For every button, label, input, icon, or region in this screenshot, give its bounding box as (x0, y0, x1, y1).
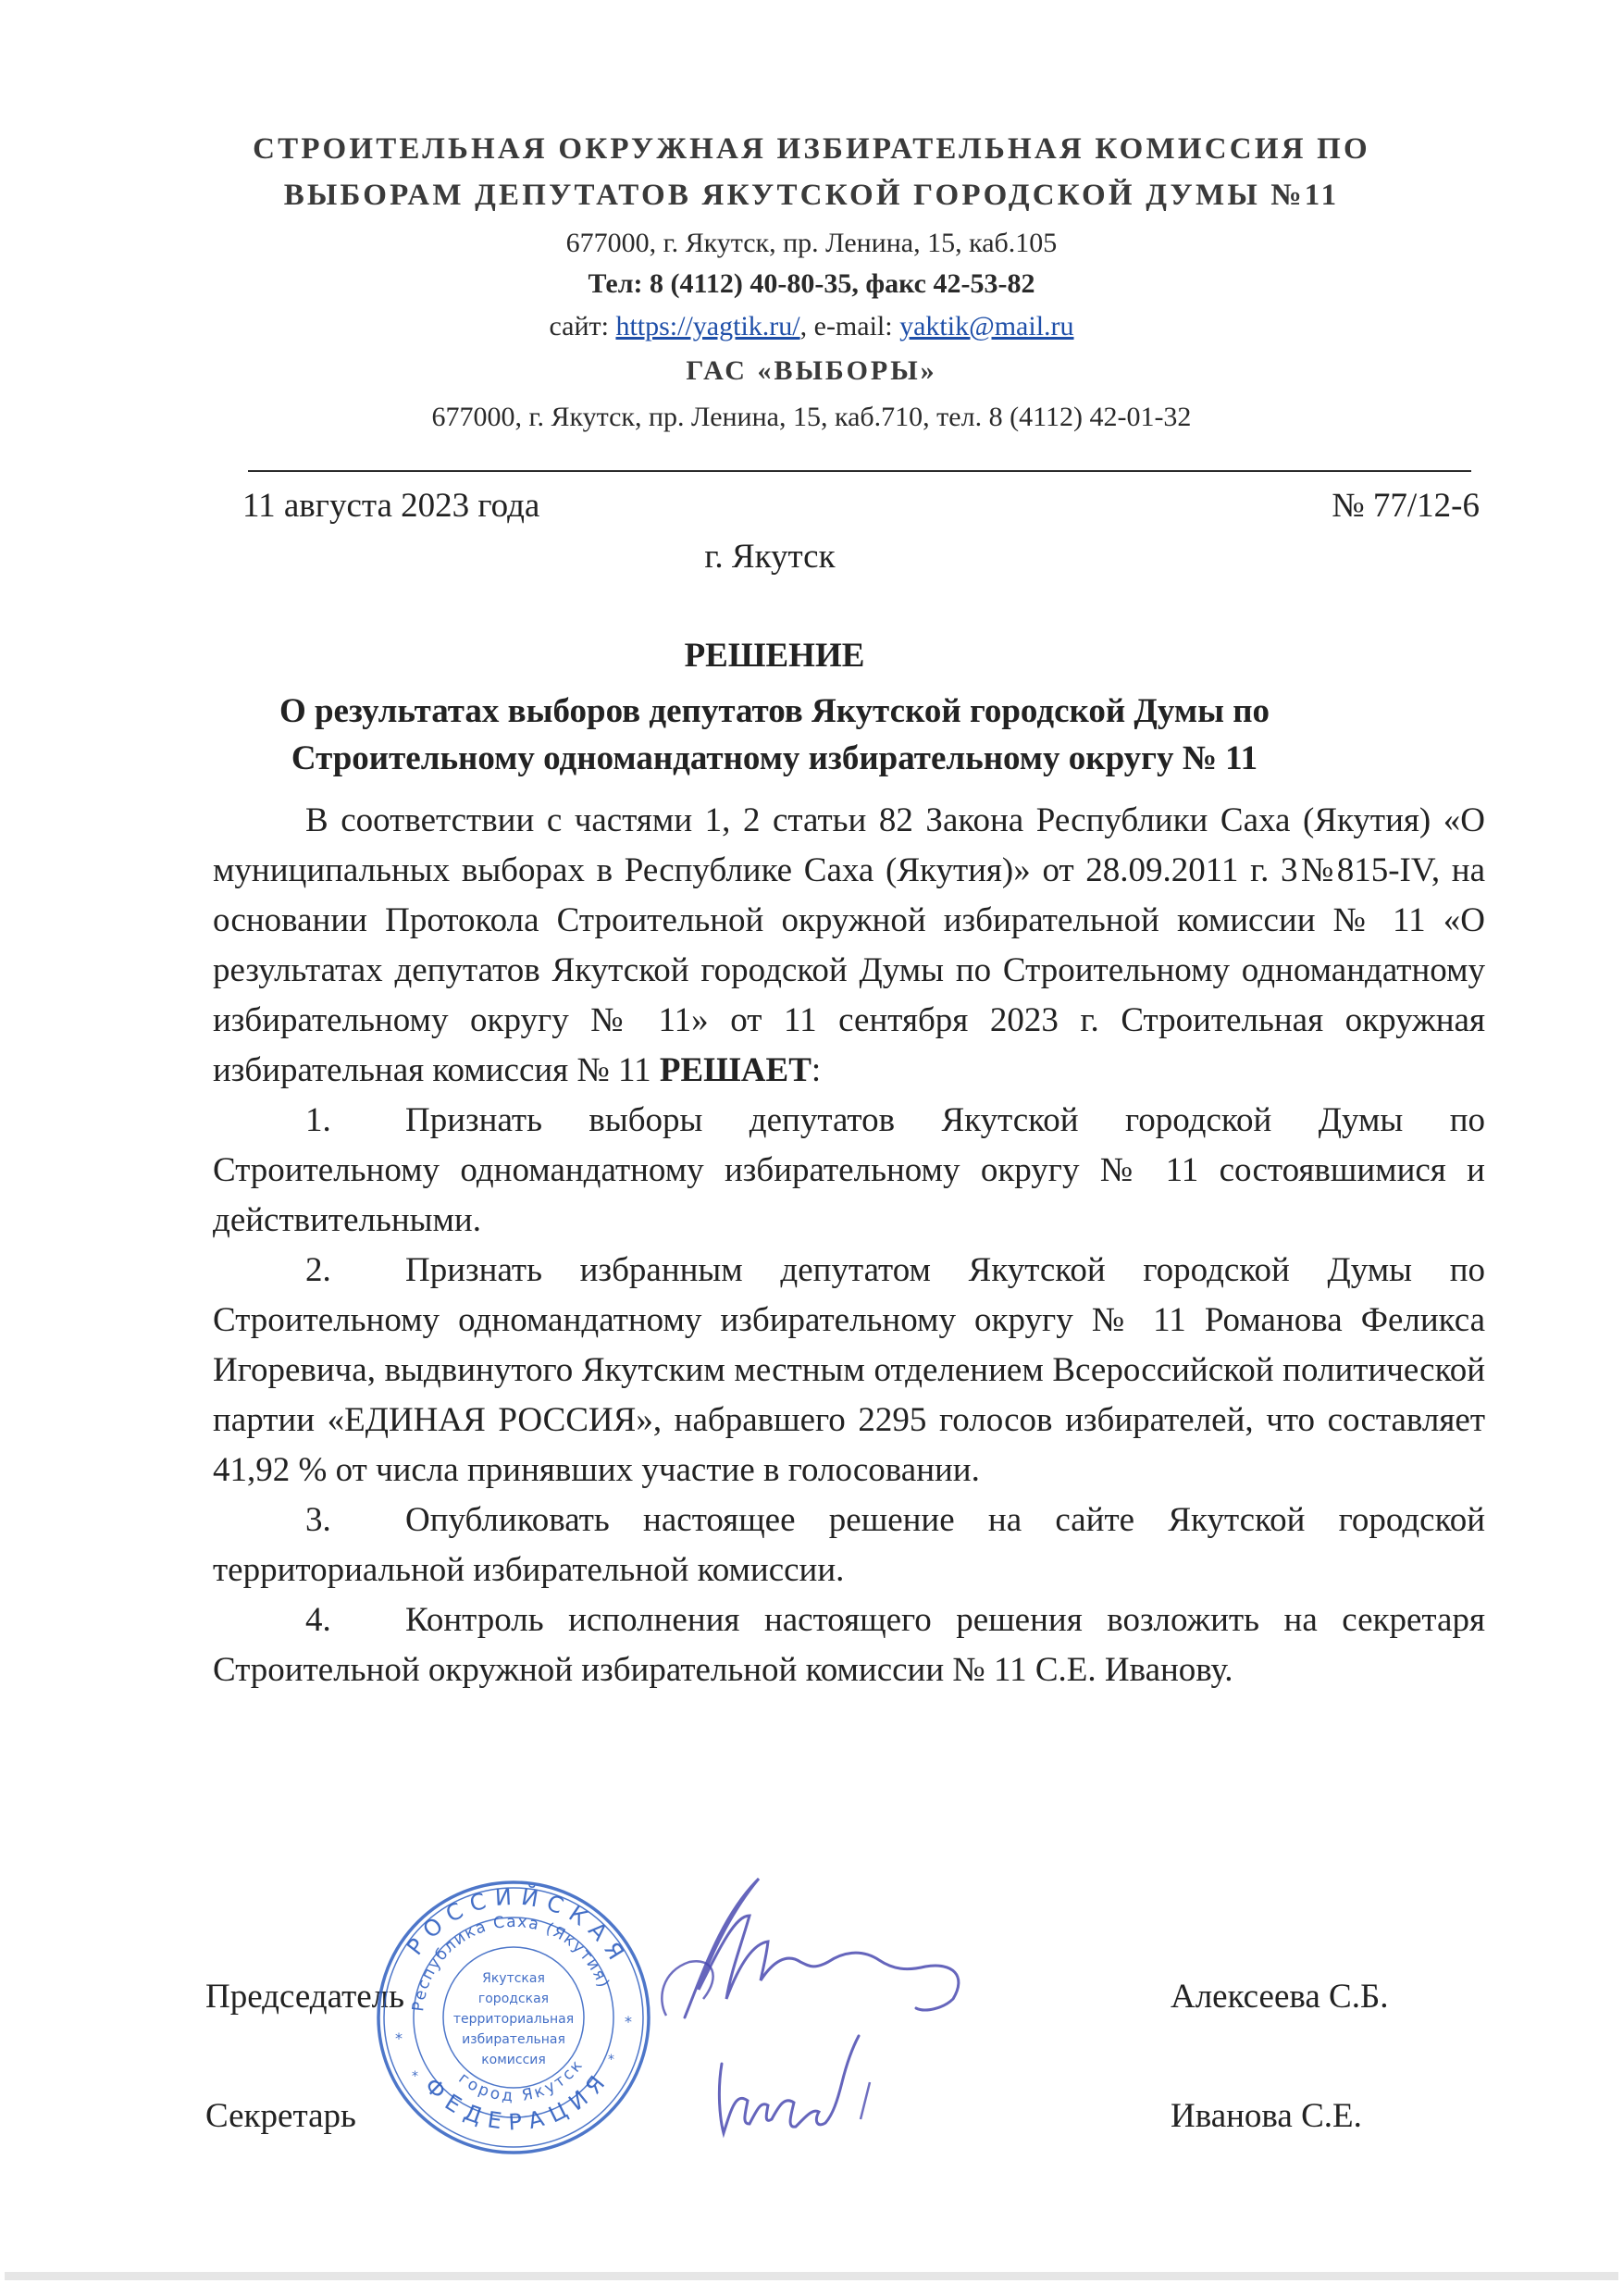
svg-text:*: * (412, 2069, 418, 2084)
item-number: 2. (305, 1251, 331, 1289)
item-number: 3. (305, 1501, 331, 1539)
item-text: Признать выборы депутатов Якутской городской Думы по Строительному одномандатному избирательному округу № 11 состоявшимися и действительными. (213, 1101, 1485, 1239)
stamp-outer-text-top: РОССИЙСКАЯ (402, 1883, 634, 1972)
decision-title: РЕШЕНИЕ (684, 637, 865, 675)
decision-item (213, 1595, 1485, 1695)
decision-subtitle-line1: О результатах выборов депутатов Якутской городской Думы по (279, 692, 1270, 730)
svg-text:городская: городская (477, 1992, 550, 2006)
stamp-outer-text-bottom: ФЕДЕРАЦИЯ (419, 2064, 615, 2136)
org-address: 677000, г. Якутск, пр. Ленина, 15, каб.105 (565, 228, 1058, 258)
decision-body (213, 796, 1485, 1695)
document-date: 11 августа 2023 года (242, 487, 540, 525)
resolves-colon: : (811, 1051, 822, 1089)
preamble-text: В соответствии с частями 1, 2 статьи 82 Закона Республики Саха (Якутия) «О муниципальных выборах в Республике Саха (Якутия)» от 28.09.2011 г. 3№815-IV, на основании Протокола Строительной окружной избирательной комиссии № 11 «О результатах депутатов Якутской городской Думы по Строительному одномандатному избирательному округу № 11» от 11 сентября 2023 г. Строительная окружная избирательная комиссия № 11 (213, 801, 1485, 1089)
scan-edge (5, 2272, 1618, 2280)
decision-subtitle-line2: Строительному одномандатному избирательному округу № 11 (291, 739, 1258, 777)
stamp-middle-text-bottom: город Якутск (454, 2054, 588, 2106)
org-phone: Тел: 8 (4112) 40-80-35, факс 42-53-82 (588, 268, 1035, 299)
item-text: Признать избранным депутатом Якутской городской Думы по Строительному одномандатному избирательному округу № 11 Романова Феликса Игоревича, выдвинутого Якутским местным отделением Всероссийской политической партии «ЕДИНАЯ РОССИЯ», набравшего 2295 голосов избирателей, что составляет 41,92 % от числа принявших участие в голосовании. (213, 1251, 1485, 1489)
svg-text:комиссия: комиссия (481, 2053, 546, 2067)
item-number: 1. (305, 1101, 331, 1139)
decision-item (213, 1246, 1485, 1496)
secretary-name: Иванова С.Е. (1171, 2097, 1362, 2135)
secretary-label: Секретарь (205, 2097, 356, 2135)
decision-item (213, 1096, 1485, 1246)
chair-signature (648, 1860, 1036, 2036)
secretary-signature (703, 2027, 935, 2147)
item-number: 4. (305, 1601, 331, 1639)
svg-text:территориальная: территориальная (452, 2012, 575, 2027)
svg-text:*: * (625, 2013, 632, 2030)
gas-title: ГАС «ВЫБОРЫ» (686, 355, 937, 386)
document-number: № 77/12-6 (1332, 487, 1480, 525)
chair-name: Алексеева С.Б. (1171, 1978, 1389, 2016)
site-label: сайт: (549, 311, 616, 341)
svg-text:Якутская: Якутская (482, 1971, 545, 1986)
org-name-line1: СТРОИТЕЛЬНАЯ ОКРУЖНАЯ ИЗБИРАТЕЛЬНАЯ КОМИССИЯ ПО (253, 132, 1370, 166)
site-link[interactable]: https://yagtik.ru/ (615, 311, 800, 341)
svg-text:*: * (608, 2053, 614, 2067)
email-link[interactable]: yaktik@mail.ru (899, 311, 1074, 341)
email-label: , e-mail: (799, 311, 900, 341)
item-text: Опубликовать настоящее решение на сайте Якутской городской территориальной избирательной комиссии. (213, 1501, 1485, 1589)
stamp-middle-text-top: Республика Саха (Якутия) (409, 1912, 613, 2013)
org-name-line2: ВЫБОРАМ ДЕПУТАТОВ ЯКУТСКОЙ ГОРОДСКОЙ ДУМЫ №11 (283, 179, 1340, 212)
official-stamp (375, 1879, 652, 2156)
chair-label: Председатель (205, 1978, 405, 2016)
resolves-word: РЕШАЕТ (659, 1051, 812, 1089)
decision-item (213, 1496, 1485, 1595)
header-divider (248, 470, 1471, 472)
svg-text:избирательная: избирательная (462, 2032, 565, 2047)
svg-text:*: * (395, 2029, 403, 2047)
item-text: Контроль исполнения настоящего решения возложить на секретаря Строительной окружной избирательной комиссии № 11 С.Е. Иванову. (213, 1601, 1485, 1689)
org-contacts (0, 311, 1623, 342)
document-city: г. Якутск (704, 538, 836, 576)
gas-address: 677000, г. Якутск, пр. Ленина, 15, каб.710, тел. 8 (4112) 42-01-32 (431, 402, 1192, 432)
preamble (213, 796, 1485, 1096)
